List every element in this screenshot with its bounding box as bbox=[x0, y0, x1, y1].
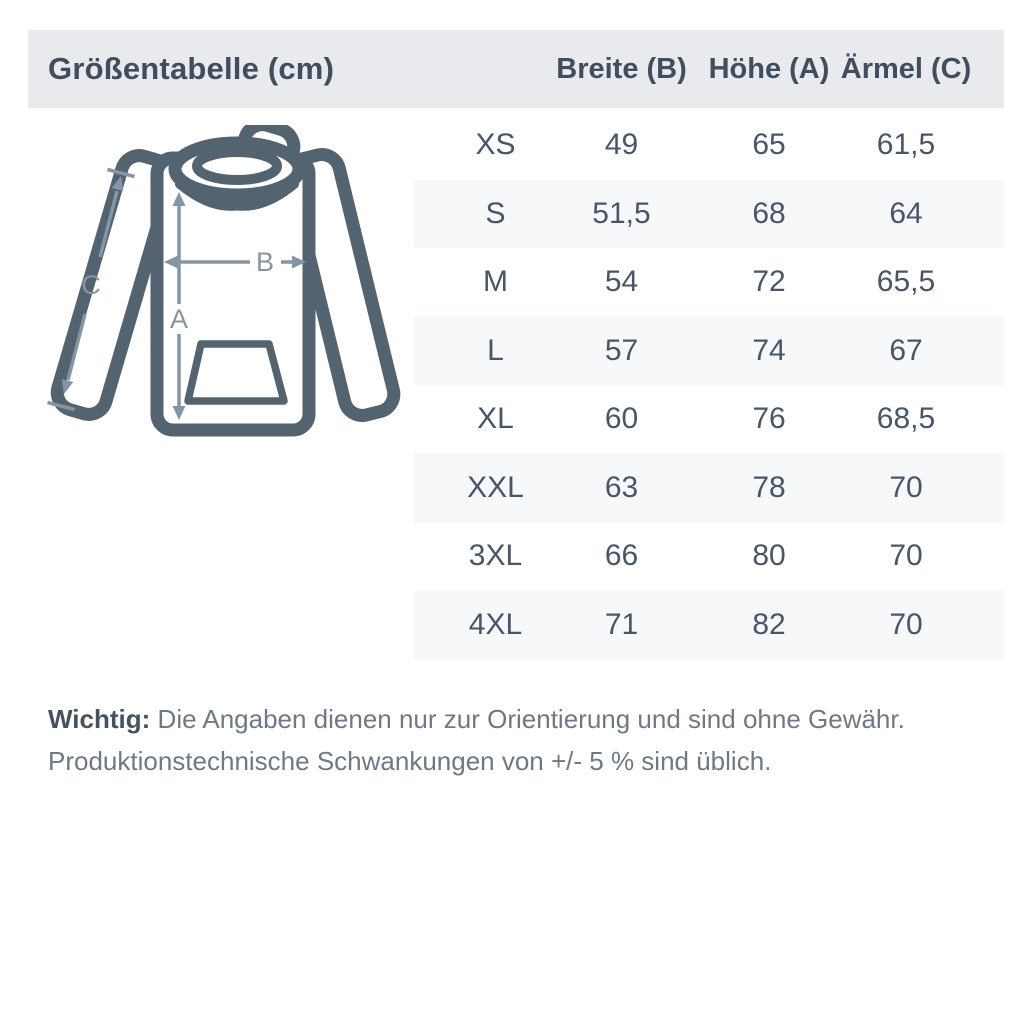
size-row-m bbox=[414, 248, 1004, 317]
hoehe-value: 72 bbox=[752, 265, 786, 299]
breite-value: 51,5 bbox=[592, 196, 651, 230]
column-header-spacer bbox=[414, 30, 557, 108]
size-label: XS bbox=[475, 128, 516, 162]
aermel-value: 70 bbox=[889, 470, 923, 504]
breite-value: 60 bbox=[604, 402, 639, 436]
aermel-value: 68,5 bbox=[876, 402, 936, 436]
hoehe-value: 78 bbox=[752, 470, 786, 504]
size-row-s bbox=[414, 180, 1004, 249]
hoodie-measurement-diagram bbox=[30, 125, 420, 455]
size-label: 4XL bbox=[468, 607, 523, 641]
size-label: 3XL bbox=[468, 539, 523, 573]
hoodie-pocket bbox=[188, 344, 284, 401]
disclaimer-bold-label: Wichtig: bbox=[48, 704, 151, 734]
header-band bbox=[28, 30, 1004, 108]
hoehe-value: 76 bbox=[752, 402, 786, 436]
aermel-value: 61,5 bbox=[876, 128, 936, 162]
size-label: L bbox=[487, 333, 504, 367]
aermel-value: 70 bbox=[889, 539, 923, 573]
breite-value: 49 bbox=[604, 128, 639, 162]
aermel-value: 64 bbox=[889, 196, 923, 230]
aermel-value: 67 bbox=[889, 333, 923, 367]
breite-value: 71 bbox=[604, 607, 639, 641]
hoehe-value: 65 bbox=[752, 128, 786, 162]
size-label: S bbox=[485, 196, 506, 230]
size-row-l bbox=[414, 317, 1004, 386]
disclaimer-note bbox=[48, 698, 978, 782]
hoodie-hood-inner bbox=[197, 152, 277, 180]
size-label: XXL bbox=[467, 470, 524, 504]
column-header-aermel: Ärmel (C) bbox=[840, 52, 972, 85]
aermel-value: 70 bbox=[889, 607, 923, 641]
measure-label-a: A bbox=[169, 304, 189, 334]
column-header-hoehe: Höhe (A) bbox=[708, 52, 830, 85]
page-title: Größentabelle (cm) bbox=[48, 51, 335, 86]
breite-value: 63 bbox=[604, 470, 639, 504]
size-row-3xl bbox=[414, 522, 1004, 591]
disclaimer-line1: Die Angaben dienen nur zur Orientierung und sind ohne Gewähr. bbox=[157, 704, 905, 734]
measure-label-c: C bbox=[81, 270, 101, 300]
breite-value: 54 bbox=[604, 265, 639, 299]
size-label: XL bbox=[477, 402, 514, 436]
hoehe-value: 68 bbox=[752, 196, 786, 230]
size-row-xl bbox=[414, 385, 1004, 454]
breite-value: 66 bbox=[604, 539, 639, 573]
size-row-xxl bbox=[414, 454, 1004, 523]
column-headers bbox=[414, 30, 1004, 108]
aermel-value: 65,5 bbox=[876, 265, 936, 299]
column-header-breite: Breite (B) bbox=[556, 52, 687, 85]
size-row-xs bbox=[414, 111, 1004, 180]
hoehe-value: 74 bbox=[752, 333, 786, 367]
disclaimer-line2: Produktionstechnische Schwankungen von +/- 5 % sind üblich. bbox=[48, 746, 772, 776]
measure-label-b: B bbox=[255, 247, 275, 277]
size-table bbox=[414, 111, 1004, 659]
size-row-4xl bbox=[414, 591, 1004, 660]
breite-value: 57 bbox=[604, 333, 639, 367]
size-label: M bbox=[483, 265, 508, 299]
hoehe-value: 82 bbox=[752, 607, 786, 641]
hoehe-value: 80 bbox=[752, 539, 786, 573]
